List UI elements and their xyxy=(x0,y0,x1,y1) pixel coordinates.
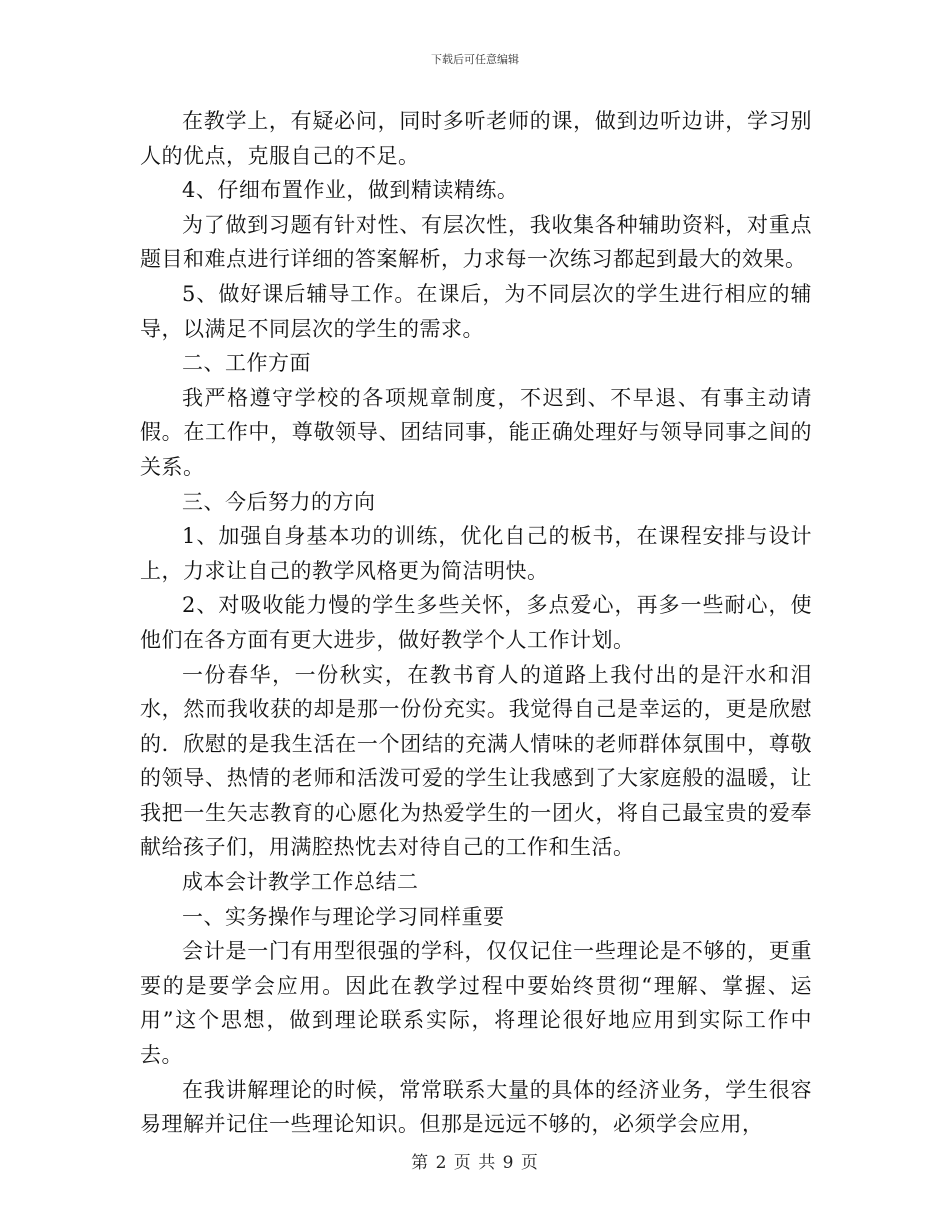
section-heading: 一、实务操作与理论学习同样重要 xyxy=(182,904,505,929)
document-subtitle: 成本会计教学工作总结二 xyxy=(182,870,419,895)
paragraph: 5、做好课后辅导工作。在课后，为不同层次的学生进行相应的辅导，以满足不同层次的学生的需求。 xyxy=(140,281,812,341)
paragraph: 1、加强自身基本功的训练，优化自己的板书，在课程安排与设计上，力求让自己的教学风格更为简洁明快。 xyxy=(140,524,812,583)
page-header: 下载后可任意编辑 xyxy=(431,53,519,66)
paragraph: 一份春华，一份秋实，在教书育人的道路上我付出的是汗水和泪水，然而我收获的却是那一份份充实。我觉得自己是幸运的，更是欣慰的．欣慰的是我生活在一个团结的充满人情味的老师群体氛围中，尊敬的领导、热情的老师和活泼可爱的学生让我感到了大家庭般的温暖，让我把一生矢志教育的心愿化为热爱学生的一团火，将自己最宝贵的爱奉献给孩子们，用满腔热忱去对待自己的工作和生活。 xyxy=(140,662,812,860)
paragraph: 我严格遵守学校的各项规章制度，不迟到、不早退、有事主动请假。在工作中，尊敬领导、团结同事，能正确处理好与领导同事之间的关系。 xyxy=(140,385,812,479)
paragraph: 2、对吸收能力慢的学生多些关怀，多点爱心，再多一些耐心，使他们在各方面有更大进步，做好教学个人工作计划。 xyxy=(140,593,812,652)
section-heading: 三、今后努力的方向 xyxy=(182,489,376,514)
section-heading: 二、工作方面 xyxy=(182,351,311,376)
paragraph: 在教学上，有疑必问，同时多听老师的课，做到边听边讲，学习别人的优点，克服自己的不足。 xyxy=(140,109,812,168)
paragraph: 为了做到习题有针对性、有层次性，我收集各种辅助资料，对重点题目和难点进行详细的答案解析，力求每一次练习都起到最大的效果。 xyxy=(140,212,812,272)
paragraph: 4、仔细布置作业，做到精读精练。 xyxy=(182,178,519,203)
page-number: 第 2 页 共 9 页 xyxy=(411,1153,539,1173)
paragraph: 在我讲解理论的时候，常常联系大量的具体的经济业务，学生很容易理解并记住一些理论知识。但那是远远不够的，必须学会应用， xyxy=(140,1077,812,1137)
document-body xyxy=(140,104,812,1142)
paragraph: 会计是一门有用型很强的学科，仅仅记住一些理论是不够的，更重要的是要学会应用。因此在教学过程中要始终贯彻“理解、掌握、运用”这个思想，做到理论联系实际，将理论很好地应用到实际工作中去。 xyxy=(140,939,812,1068)
